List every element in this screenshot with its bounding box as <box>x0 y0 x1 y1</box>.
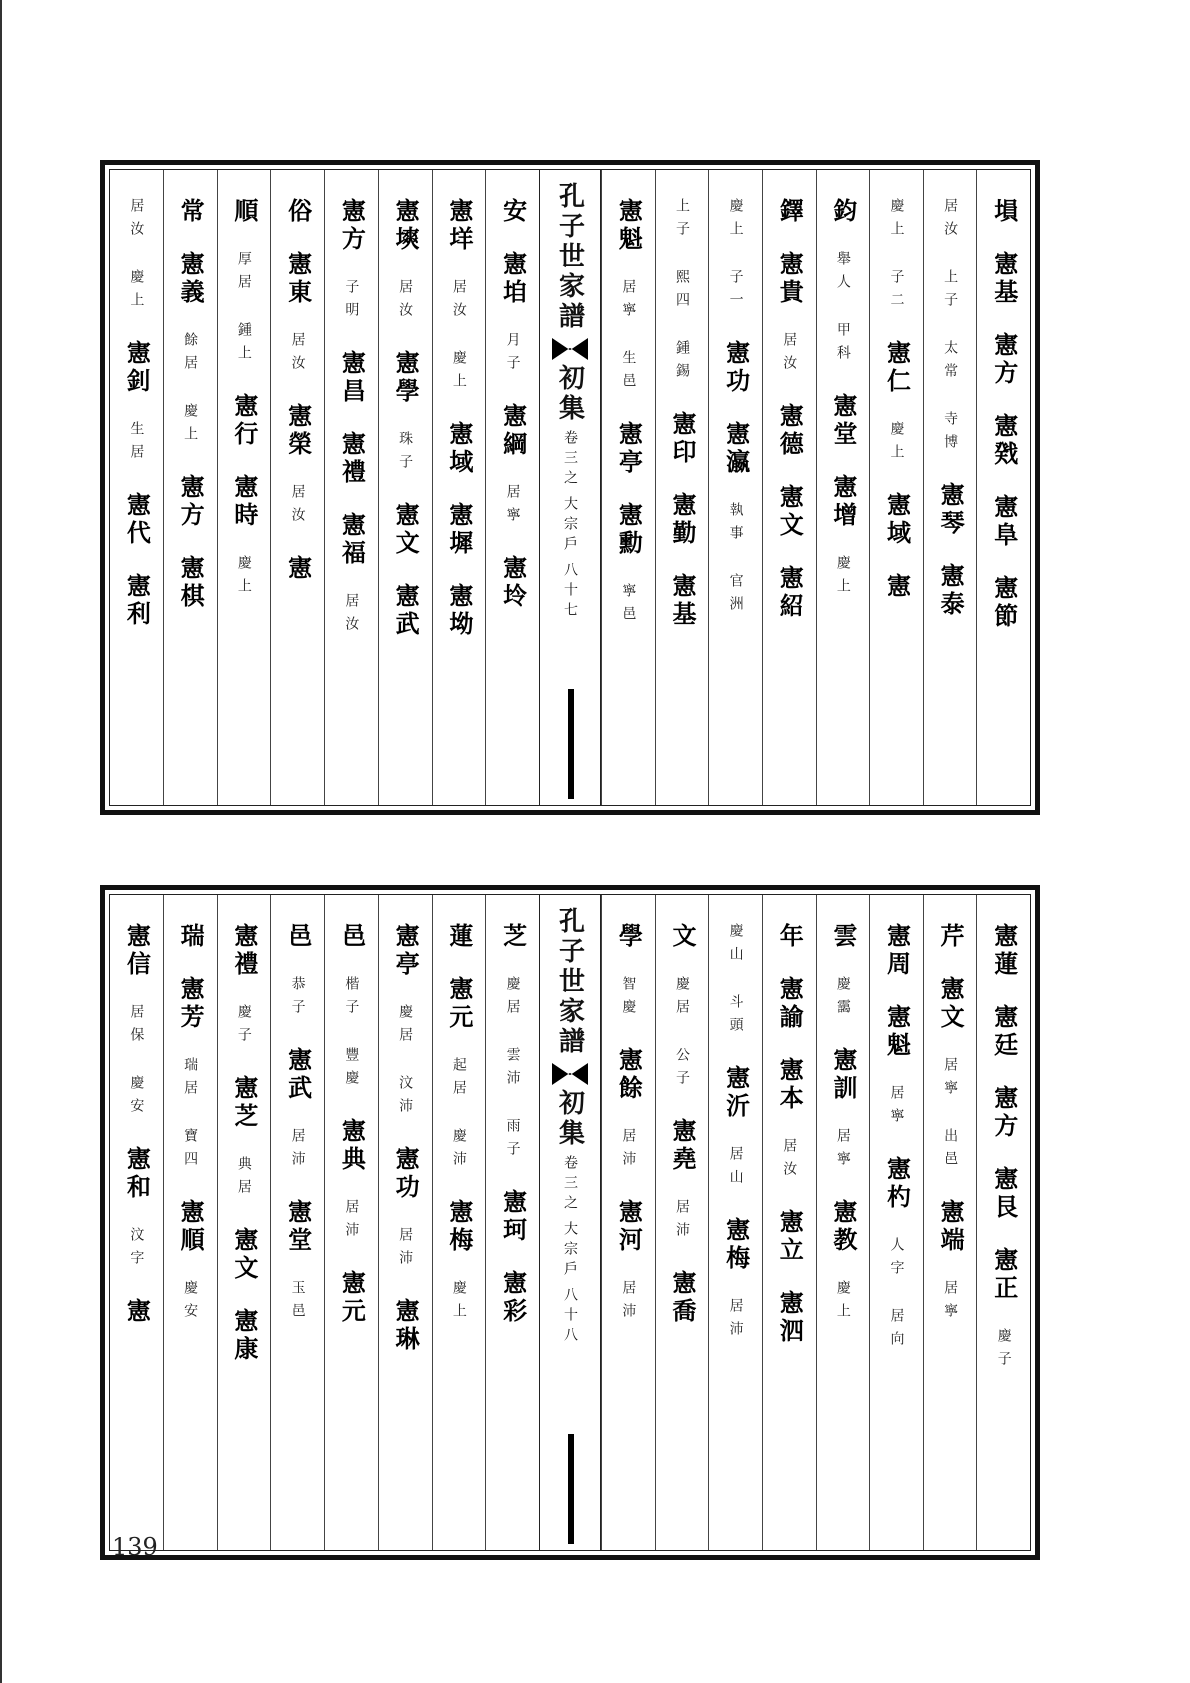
person-name: 憲彩 <box>498 1270 528 1326</box>
annotation: 居寧 <box>504 484 521 530</box>
person-name: 憲增 <box>828 474 858 530</box>
person-name: 憲釗 <box>122 340 152 396</box>
person-name: 憲阜 <box>989 494 1019 550</box>
person-name: 憲垟 <box>444 198 474 254</box>
annotation: 居汝 <box>397 279 414 325</box>
annotation: 慶子 <box>995 1328 1012 1374</box>
person-name: 憲域 <box>444 421 474 477</box>
annotation: 雲 <box>828 923 858 951</box>
center-spine <box>539 895 601 1550</box>
person-name: 憲武 <box>283 1047 313 1103</box>
text-column <box>270 170 324 805</box>
text-column <box>816 170 870 805</box>
text-column <box>816 895 870 1550</box>
fishtail-mark-icon <box>552 338 588 360</box>
person-name: 憲墀 <box>444 502 474 558</box>
text-column <box>324 895 378 1550</box>
person-name: 憲基 <box>989 251 1019 307</box>
person-name: 憲域 <box>882 492 912 548</box>
page-number: 139 <box>112 1533 158 1561</box>
section-label: 卷三之 <box>562 1155 578 1215</box>
annotation: 官洲 <box>727 573 744 619</box>
page-grid <box>109 894 1031 1551</box>
person-name: 憲勳 <box>614 502 644 558</box>
annotation: 俗 <box>283 198 313 226</box>
annotation: 雲沛 <box>504 1047 521 1093</box>
person-name: 憲方 <box>337 198 367 254</box>
person-name: 憲福 <box>337 512 367 568</box>
annotation: 慶上 <box>450 350 467 396</box>
annotation: 甲科 <box>834 322 851 368</box>
folio-number: 八十七 <box>562 562 578 622</box>
annotation: 豐慶 <box>343 1047 360 1093</box>
annotation: 子明 <box>343 279 360 325</box>
annotation: 月子 <box>504 332 521 378</box>
person-name: 憲梅 <box>444 1199 474 1255</box>
annotation: 慶上 <box>182 403 199 449</box>
center-spine <box>539 170 601 805</box>
section-label: 卷三之 <box>562 430 578 490</box>
person-name: 憲紹 <box>775 565 805 621</box>
person-name: 憲元 <box>444 976 474 1032</box>
person-name: 憲棋 <box>176 555 206 611</box>
person-name: 憲文 <box>936 976 966 1032</box>
person-name: 憲代 <box>122 492 152 548</box>
person-name: 憲節 <box>989 575 1019 631</box>
person-name: 憲基 <box>667 573 697 629</box>
text-column <box>762 895 816 1550</box>
person-name: 憲廷 <box>989 1004 1019 1060</box>
annotation: 居汝 <box>343 593 360 639</box>
text-column <box>163 170 217 805</box>
annotation: 出邑 <box>942 1128 959 1174</box>
annotation: 汶沛 <box>397 1075 414 1121</box>
annotation: 邑 <box>283 923 313 951</box>
person-name: 憲芳 <box>176 976 206 1032</box>
annotation: 居寧 <box>834 1128 851 1174</box>
person-name: 憲周 <box>882 923 912 979</box>
person-name: 憲學 <box>391 350 421 406</box>
person-name: 憲戣 <box>989 413 1019 469</box>
text-column <box>869 170 923 805</box>
annotation: 斗頭 <box>727 994 744 1040</box>
annotation: 安 <box>498 198 528 226</box>
text-column <box>324 170 378 805</box>
annotation: 恭子 <box>289 976 306 1022</box>
person-name: 憲餘 <box>614 1047 644 1103</box>
annotation: 居沛 <box>289 1128 306 1174</box>
person-name: 憲仁 <box>882 340 912 396</box>
annotation: 居汝 <box>781 1138 798 1184</box>
person-name: 憲順 <box>176 1199 206 1255</box>
annotation: 慶上 <box>834 555 851 601</box>
annotation: 居沛 <box>343 1199 360 1245</box>
person-name: 憲 <box>122 1298 152 1326</box>
text-column <box>655 170 709 805</box>
person-name: 憲方 <box>989 332 1019 388</box>
annotation: 居保 <box>128 1004 145 1050</box>
annotation: 熙四 <box>673 269 690 315</box>
person-name: 憲東 <box>283 251 313 307</box>
sect-label: 大宗戶 <box>562 1221 578 1281</box>
person-name: 憲堯 <box>667 1118 697 1174</box>
annotation: 文 <box>667 923 697 951</box>
left-half <box>110 170 539 805</box>
annotation: 居沛 <box>727 1298 744 1344</box>
volume-label: 初集 <box>554 1089 585 1149</box>
person-name: 憲教 <box>828 1199 858 1255</box>
annotation: 厚居 <box>235 251 252 297</box>
annotation: 汶字 <box>128 1227 145 1273</box>
folio-number: 八十八 <box>562 1287 578 1347</box>
person-name: 憲勤 <box>667 492 697 548</box>
volume-label: 初集 <box>554 364 585 424</box>
person-name: 憲文 <box>229 1227 259 1283</box>
person-name: 憲 <box>283 555 313 583</box>
person-name: 憲魁 <box>614 198 644 254</box>
annotation: 居汝 <box>289 484 306 530</box>
text-column <box>485 170 539 805</box>
annotation: 慶上 <box>450 1280 467 1326</box>
text-column <box>378 895 432 1550</box>
annotation: 上子 <box>673 198 690 244</box>
person-name: 憲時 <box>229 474 259 530</box>
person-name: 憲方 <box>176 474 206 530</box>
annotation: 鐸 <box>775 198 805 226</box>
annotation: 慶安 <box>128 1075 145 1121</box>
person-name: 憲榮 <box>283 403 313 459</box>
person-name: 憲芝 <box>229 1075 259 1131</box>
annotation: 慶居 <box>504 976 521 1022</box>
person-name: 憲元 <box>337 1270 367 1326</box>
person-name: 憲河 <box>614 1199 644 1255</box>
annotation: 公子 <box>673 1047 690 1093</box>
annotation: 慶上 <box>727 198 744 244</box>
person-name: 憲亭 <box>614 421 644 477</box>
person-name: 憲義 <box>176 251 206 307</box>
text-column <box>601 170 655 805</box>
annotation: 居寧 <box>888 1085 905 1131</box>
text-column <box>163 895 217 1550</box>
annotation: 瑞居 <box>182 1057 199 1103</box>
page-grid <box>109 169 1031 806</box>
person-name: 憲禮 <box>229 923 259 979</box>
annotation: 居沛 <box>397 1227 414 1273</box>
annotation: 珠子 <box>397 431 414 477</box>
annotation: 慶子 <box>235 1004 252 1050</box>
person-name: 憲諭 <box>775 976 805 1032</box>
text-column <box>708 170 762 805</box>
text-column <box>869 895 923 1550</box>
annotation: 慶沛 <box>450 1128 467 1174</box>
person-name: 憲方 <box>989 1085 1019 1141</box>
person-name: 憲貴 <box>775 251 805 307</box>
annotation: 居沛 <box>673 1199 690 1245</box>
text-column <box>976 170 1030 805</box>
person-name: 憲昌 <box>337 350 367 406</box>
annotation: 寧邑 <box>620 583 637 629</box>
annotation: 居寧 <box>620 279 637 325</box>
annotation: 居山 <box>727 1146 744 1192</box>
annotation: 太常 <box>942 340 959 386</box>
annotation: 典居 <box>235 1156 252 1202</box>
person-name: 憲立 <box>775 1209 805 1265</box>
person-name: 憲正 <box>989 1247 1019 1303</box>
person-name: 憲坽 <box>498 555 528 611</box>
left-margin-rule <box>0 0 2 1683</box>
annotation: 智慶 <box>620 976 637 1022</box>
person-name: 憲端 <box>936 1199 966 1255</box>
annotation: 子一 <box>727 269 744 315</box>
text-column <box>708 895 762 1550</box>
person-name: 憲泗 <box>775 1290 805 1346</box>
annotation: 餘居 <box>182 332 199 378</box>
person-name: 憲塽 <box>391 198 421 254</box>
sect-label: 大宗戶 <box>562 496 578 556</box>
annotation: 居沛 <box>620 1128 637 1174</box>
annotation: 慶居 <box>397 1004 414 1050</box>
text-column <box>432 895 486 1550</box>
person-name: 憲印 <box>667 411 697 467</box>
annotation: 邑 <box>337 923 367 951</box>
person-name: 憲琴 <box>936 482 966 538</box>
text-column <box>217 170 271 805</box>
book-title: 孔子世家譜 <box>554 907 585 1057</box>
annotation: 鍾上 <box>235 322 252 368</box>
person-name: 憲魁 <box>882 1004 912 1060</box>
person-name: 憲蓮 <box>989 923 1019 979</box>
person-name: 憲綱 <box>498 403 528 459</box>
annotation: 慶上 <box>834 1280 851 1326</box>
book-title: 孔子世家譜 <box>554 182 585 332</box>
person-name: 憲功 <box>721 340 751 396</box>
person-name: 憲瀛 <box>721 421 751 477</box>
text-column <box>378 170 432 805</box>
text-column <box>110 895 163 1550</box>
page-frame-88 <box>100 885 1040 1560</box>
person-name: 憲亭 <box>391 923 421 979</box>
annotation: 慶安 <box>182 1280 199 1326</box>
person-name: 憲堂 <box>828 393 858 449</box>
annotation: 居沛 <box>620 1280 637 1326</box>
annotation: 慶居 <box>673 976 690 1022</box>
annotation: 瑞 <box>176 923 206 951</box>
person-name: 憲康 <box>229 1308 259 1364</box>
annotation: 居汝 <box>128 198 145 244</box>
person-name: 憲文 <box>775 484 805 540</box>
page-frame-87 <box>100 160 1040 815</box>
person-name: 憲艮 <box>989 1166 1019 1222</box>
annotation: 蓮 <box>444 923 474 951</box>
text-column <box>976 895 1030 1550</box>
text-column <box>601 895 655 1550</box>
person-name: 憲行 <box>229 393 259 449</box>
person-name: 憲武 <box>391 583 421 639</box>
person-name: 憲訓 <box>828 1047 858 1103</box>
person-name: 憲利 <box>122 573 152 629</box>
annotation: 生邑 <box>620 350 637 396</box>
person-name: 憲梅 <box>721 1217 751 1273</box>
annotation: 學 <box>614 923 644 951</box>
annotation: 慶上 <box>888 198 905 244</box>
annotation: 居汝 <box>450 279 467 325</box>
annotation: 芝 <box>498 923 528 951</box>
annotation: 生居 <box>128 421 145 467</box>
person-name: 憲喬 <box>667 1270 697 1326</box>
right-half <box>601 170 1030 805</box>
annotation: 上子 <box>942 269 959 315</box>
annotation: 年 <box>775 923 805 951</box>
person-name: 憲沂 <box>721 1065 751 1121</box>
person-name: 憲 <box>882 573 912 601</box>
person-name: 憲堂 <box>283 1199 313 1255</box>
person-name: 憲德 <box>775 403 805 459</box>
person-name: 憲珂 <box>498 1189 528 1245</box>
annotation: 順 <box>229 198 259 226</box>
spine-bar <box>568 689 574 799</box>
text-column <box>270 895 324 1550</box>
annotation: 慶上 <box>235 555 252 601</box>
annotation: 子二 <box>888 269 905 315</box>
annotation: 居汝 <box>942 198 959 244</box>
annotation: 人字 <box>888 1237 905 1283</box>
text-column <box>432 170 486 805</box>
annotation: 芹 <box>936 923 966 951</box>
person-name: 憲本 <box>775 1057 805 1113</box>
annotation: 楷子 <box>343 976 360 1022</box>
right-half <box>601 895 1030 1550</box>
text-column <box>655 895 709 1550</box>
left-half <box>110 895 539 1550</box>
person-name: 憲信 <box>122 923 152 979</box>
text-column <box>110 170 163 805</box>
annotation: 慶靄 <box>834 976 851 1022</box>
annotation: 寺博 <box>942 411 959 457</box>
person-name: 憲垍 <box>498 251 528 307</box>
text-column <box>485 895 539 1550</box>
annotation: 慶上 <box>888 421 905 467</box>
person-name: 憲琳 <box>391 1298 421 1354</box>
annotation: 居汝 <box>781 332 798 378</box>
person-name: 憲杓 <box>882 1156 912 1212</box>
person-name: 憲禮 <box>337 431 367 487</box>
annotation: 居向 <box>888 1308 905 1354</box>
annotation: 玉邑 <box>289 1280 306 1326</box>
spine-bar <box>568 1434 574 1544</box>
annotation: 塤 <box>989 198 1019 226</box>
annotation: 舉人 <box>834 251 851 297</box>
annotation: 居汝 <box>289 332 306 378</box>
annotation: 鍾錫 <box>673 340 690 386</box>
person-name: 憲和 <box>122 1146 152 1202</box>
annotation: 寶四 <box>182 1128 199 1174</box>
annotation: 慶上 <box>128 269 145 315</box>
text-column <box>217 895 271 1550</box>
person-name: 憲泰 <box>936 563 966 619</box>
person-name: 憲功 <box>391 1146 421 1202</box>
annotation: 居寧 <box>942 1057 959 1103</box>
annotation: 常 <box>176 198 206 226</box>
annotation: 執事 <box>727 502 744 548</box>
fishtail-mark-icon <box>552 1063 588 1085</box>
annotation: 雨子 <box>504 1118 521 1164</box>
annotation: 起居 <box>450 1057 467 1103</box>
annotation: 鈞 <box>828 198 858 226</box>
text-column <box>923 170 977 805</box>
annotation: 居寧 <box>942 1280 959 1326</box>
text-column <box>923 895 977 1550</box>
text-column <box>762 170 816 805</box>
annotation: 慶山 <box>727 923 744 969</box>
person-name: 憲典 <box>337 1118 367 1174</box>
person-name: 憲坳 <box>444 583 474 639</box>
person-name: 憲文 <box>391 502 421 558</box>
